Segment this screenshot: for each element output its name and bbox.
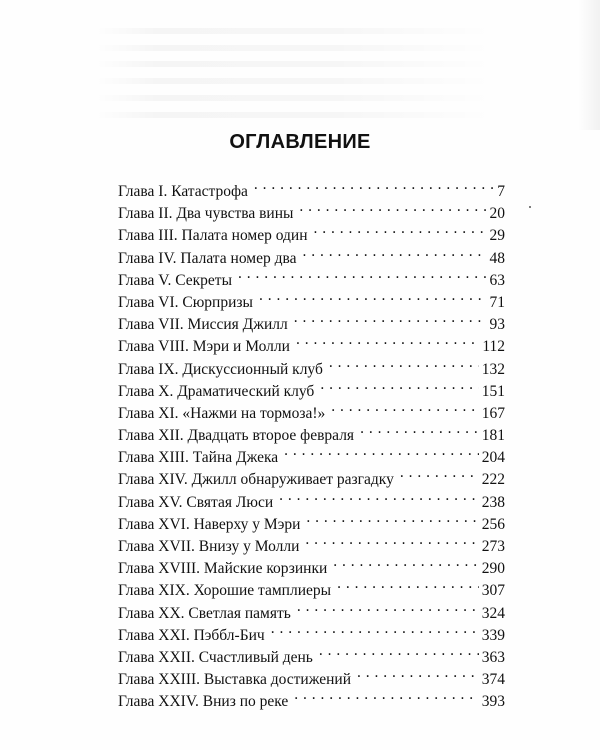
print-speck	[529, 206, 531, 208]
toc-leader-dots	[333, 551, 478, 573]
toc-entry-page: 48	[489, 249, 505, 267]
bleed-through-line	[95, 95, 495, 101]
toc-entry-label: Глава III. Палата номер один	[118, 227, 308, 245]
toc-leader-dots	[294, 684, 478, 706]
bleed-through-line	[95, 45, 495, 51]
toc-entry-label: Глава V. Секреты	[118, 271, 232, 289]
toc-entry	[118, 174, 505, 200]
bleed-through-line	[95, 112, 495, 118]
toc-entry-page: 71	[489, 293, 505, 311]
toc-leader-dots	[238, 263, 487, 285]
toc-entry-label: Глава XVI. Наверху у Мэри	[118, 515, 301, 533]
toc-entry-label: Глава XV. Святая Люси	[118, 493, 274, 511]
toc-entry-label: Глава XIV. Джилл обнаруживает разгадку	[118, 471, 394, 489]
toc-entry-label: Глава XVII. Внизу у Молли	[118, 538, 300, 555]
toc-leader-dots	[320, 374, 478, 396]
toc-entry-page: 29	[489, 227, 505, 245]
page-edge-shadow	[578, 0, 600, 130]
toc-entry-label: Глава VII. Миссия Джилл	[118, 316, 288, 334]
toc-entry-page: 204	[481, 449, 505, 467]
toc-entry-page: 374	[481, 671, 505, 689]
page-title: ОГЛАВЛЕНИЕ	[229, 131, 371, 153]
toc-entry-label: Глава XIX. Хорошие тамплиеры	[118, 582, 332, 600]
toc-entry-page: 238	[481, 493, 505, 511]
toc-leader-dots	[305, 529, 478, 551]
toc-entry-page: 151	[481, 382, 505, 400]
toc-leader-dots	[319, 640, 479, 662]
toc-entry-label: Глава II. Два чувства вины	[118, 205, 294, 223]
bleed-through-line	[95, 28, 495, 34]
toc-entry-label: Глава XIII. Тайна Джека	[118, 449, 279, 467]
toc-entry-page: 290	[481, 560, 505, 578]
toc-entry-label: Глава XXIV. Вниз по реке	[118, 693, 289, 711]
toc-entry-page: 93	[489, 316, 505, 334]
toc-entry-page: 307	[481, 582, 505, 600]
toc-leader-dots	[296, 329, 479, 351]
toc-entry-label: Глава VI. Сюрпризы	[118, 293, 253, 311]
toc-leader-dots	[284, 440, 479, 462]
toc-entry-page: 393	[481, 693, 505, 711]
toc-entry-page: 167	[481, 404, 505, 422]
toc-entry-label: Глава I. Катастрофа	[118, 183, 248, 200]
toc-leader-dots	[254, 174, 494, 196]
bleed-through-line	[95, 78, 495, 84]
toc-entry-page: 324	[481, 604, 505, 622]
toc-leader-dots	[294, 307, 487, 329]
toc-entry-page: 181	[481, 427, 505, 445]
toc-entry-page: 363	[481, 648, 505, 666]
toc-leader-dots	[400, 462, 479, 484]
toc-entry-label: Глава XXI. Пэббл-Бич	[118, 626, 265, 644]
table-of-contents	[118, 174, 505, 711]
toc-entry-label: Глава VIII. Мэри и Молли	[118, 338, 290, 356]
toc-entry-label: Глава XII. Двадцать второе февраля	[118, 427, 355, 445]
toc-entry-label: Глава IX. Дискуссионный клуб	[118, 360, 323, 378]
toc-leader-dots	[297, 596, 479, 618]
toc-leader-dots	[337, 573, 479, 595]
toc-entry-label: Глава XXII. Счастливый день	[118, 648, 313, 666]
toc-entry-page: 63	[489, 271, 505, 289]
toc-entry-label: Глава X. Драматический клуб	[118, 382, 315, 400]
bleed-through-line	[95, 61, 495, 67]
toc-leader-dots	[279, 485, 479, 507]
toc-leader-dots	[314, 218, 487, 240]
toc-entry-page: 112	[482, 338, 505, 356]
toc-entry-page: 132	[481, 360, 505, 378]
toc-entry-label: Глава IV. Палата номер два	[118, 249, 297, 267]
toc-leader-dots	[306, 507, 478, 529]
toc-entry-page: 7	[497, 183, 505, 200]
toc-leader-dots	[271, 618, 479, 640]
toc-leader-dots	[259, 285, 487, 307]
toc-leader-dots	[329, 352, 479, 374]
toc-entry-page: 273	[481, 538, 505, 555]
toc-entry-label: Глава XXIII. Выставка достижений	[118, 671, 351, 689]
toc-entry-label: Глава XX. Светлая память	[118, 604, 291, 622]
toc-entry-page: 222	[481, 471, 505, 489]
toc-entry-label: Глава XVIII. Майские корзинки	[118, 560, 328, 578]
toc-leader-dots	[357, 662, 479, 684]
toc-leader-dots	[360, 418, 479, 440]
toc-entry-page: 20	[489, 205, 505, 223]
toc-entry-page: 339	[481, 626, 505, 644]
toc-leader-dots	[331, 396, 478, 418]
toc-leader-dots	[302, 241, 486, 263]
toc-leader-dots	[299, 196, 486, 218]
toc-entry-label: Глава XI. «Нажми на тормоза!»	[118, 404, 326, 422]
toc-entry-page: 256	[481, 515, 505, 533]
